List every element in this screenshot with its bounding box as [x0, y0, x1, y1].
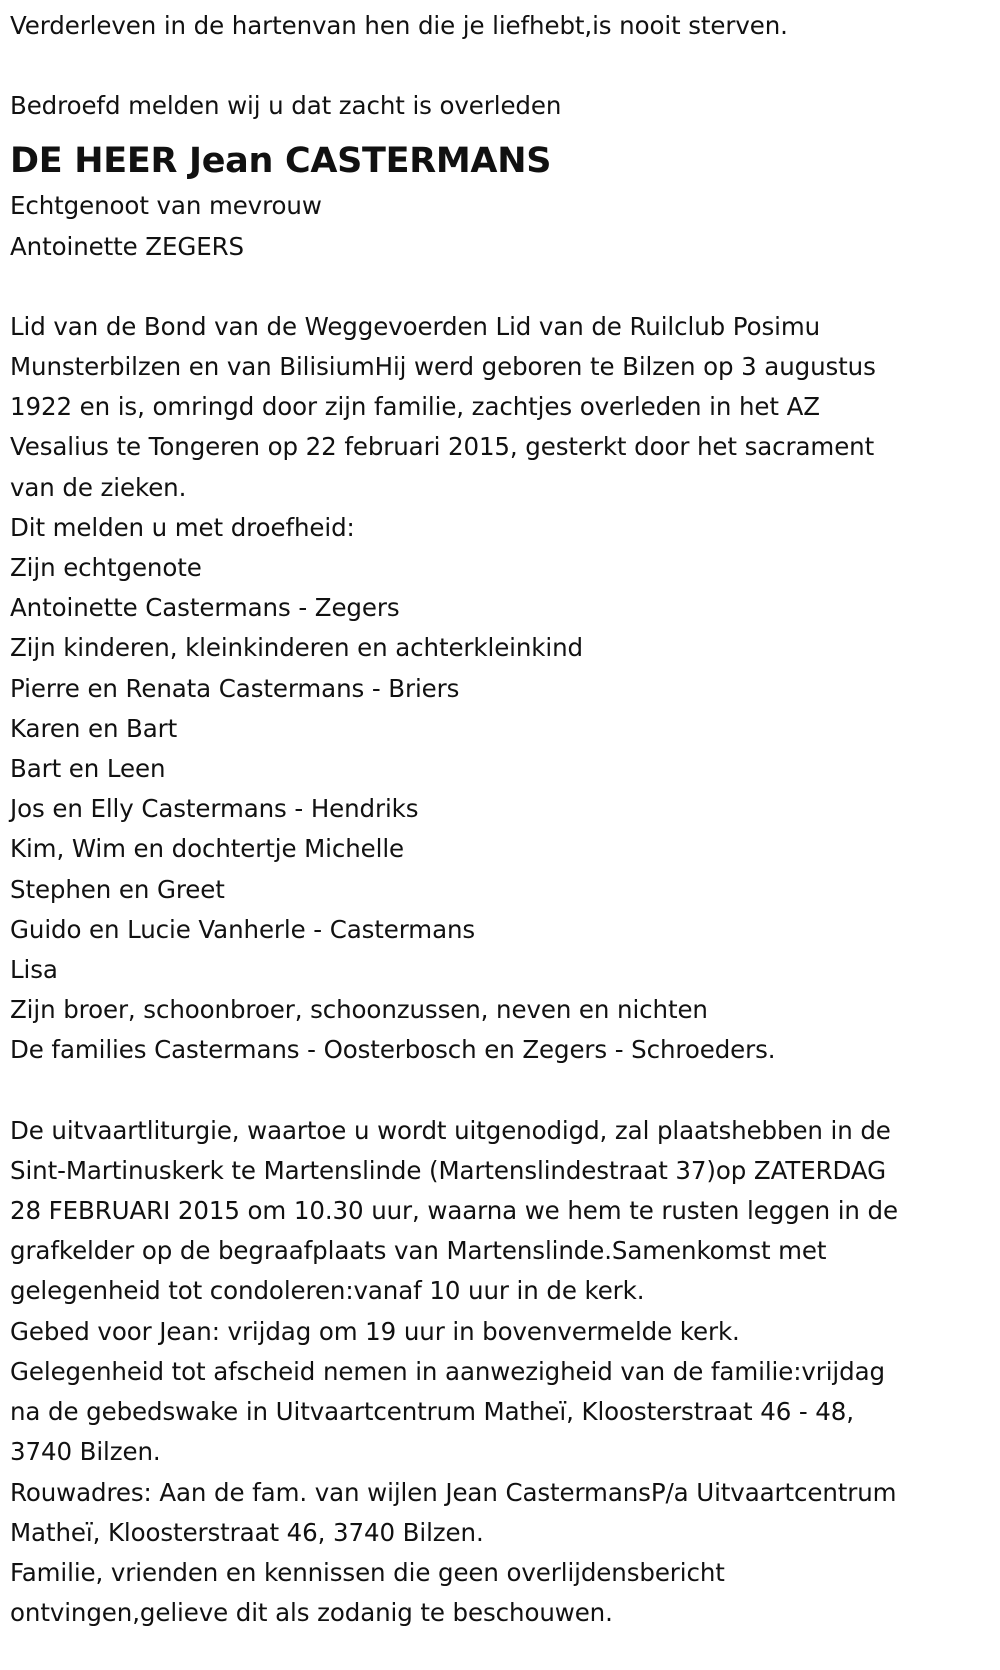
- funeral-line: Sint-Martinuskerk te Martenslinde (Martenslindestraat 37)op ZATERDAG: [10, 1155, 886, 1185]
- funeral-line: Rouwadres: Aan de fam. van wijlen Jean CastermansP/a Uitvaartcentrum: [10, 1477, 897, 1507]
- family-line: Dit melden u met droefheid:: [10, 512, 355, 542]
- funeral-line: gelegenheid tot condoleren:vanaf 10 uur in de kerk.: [10, 1276, 645, 1306]
- funeral-line: 28 FEBRUARI 2015 om 10.30 uur, waarna we hem te rusten leggen in de: [10, 1196, 898, 1226]
- spouse-line-2: Antoinette ZEGERS: [10, 231, 244, 261]
- funeral-line: na de gebedswake in Uitvaartcentrum Matheï, Kloosterstraat 46 - 48,: [10, 1397, 854, 1427]
- family-line: Pierre en Renata Castermans - Briers: [10, 673, 460, 703]
- biography-line: Vesalius te Tongeren op 22 februari 2015, gesterkt door het sacrament: [10, 432, 875, 462]
- family-line: Karen en Bart: [10, 713, 178, 743]
- biography-line: Munsterbilzen en van BilisiumHij werd geboren te Bilzen op 3 augustus: [10, 352, 876, 382]
- family-line: Zijn echtgenote: [10, 553, 202, 583]
- funeral-line: De uitvaartliturgie, waartoe u wordt uitgenodigd, zal plaatshebben in de: [10, 1115, 891, 1145]
- family-line: Lisa: [10, 955, 58, 985]
- biography-section: [10, 307, 1000, 508]
- announcement-line: Bedroefd melden wij u dat zacht is overleden: [10, 91, 562, 121]
- biography-line: 1922 en is, omringd door zijn familie, zachtjes overleden in het AZ: [10, 392, 820, 422]
- family-line: Bart en Leen: [10, 754, 166, 784]
- biography-line: van de zieken.: [10, 472, 187, 502]
- family-line: Kim, Wim en dochtertje Michelle: [10, 834, 405, 864]
- funeral-line: Gelegenheid tot afscheid nemen in aanwezigheid van de familie:vrijdag: [10, 1356, 885, 1386]
- funeral-line: 3740 Bilzen.: [10, 1437, 161, 1467]
- family-line: Jos en Elly Castermans - Hendriks: [10, 794, 419, 824]
- spacer: [10, 1071, 1000, 1111]
- funeral-line: Gebed voor Jean: vrijdag om 19 uur in bovenvermelde kerk.: [10, 1316, 740, 1346]
- family-line: Antoinette Castermans - Zegers: [10, 593, 400, 623]
- spacer: [10, 46, 1000, 86]
- spacer: [10, 267, 1000, 307]
- funeral-line: Familie, vrienden en kennissen die geen overlijdensbericht: [10, 1557, 725, 1587]
- biography-line: Lid van de Bond van de Weggevoerden Lid van de Ruilclub Posimu: [10, 311, 821, 341]
- deceased-name: DE HEER Jean CASTERMANS: [10, 141, 552, 182]
- family-line: Zijn broer, schoonbroer, schoonzussen, neven en nichten: [10, 995, 708, 1025]
- funeral-line: grafkelder op de begraafplaats van Martenslinde.Samenkomst met: [10, 1236, 827, 1266]
- family-line: De families Castermans - Oosterbosch en Zegers - Schroeders.: [10, 1035, 776, 1065]
- spouse-line-1: Echtgenoot van mevrouw: [10, 191, 322, 221]
- quote-line: Verderleven in de hartenvan hen die je liefhebt,is nooit sterven.: [10, 11, 788, 40]
- family-section: [10, 508, 1000, 1071]
- family-line: Zijn kinderen, kleinkinderen en achterkleinkind: [10, 633, 583, 663]
- family-line: Guido en Lucie Vanherle - Castermans: [10, 914, 476, 944]
- family-line: Stephen en Greet: [10, 874, 225, 904]
- funeral-line: ontvingen,gelieve dit als zodanig te beschouwen.: [10, 1598, 613, 1628]
- funeral-line: Matheï, Kloosterstraat 46, 3740 Bilzen.: [10, 1517, 484, 1547]
- funeral-section: [10, 1111, 1000, 1634]
